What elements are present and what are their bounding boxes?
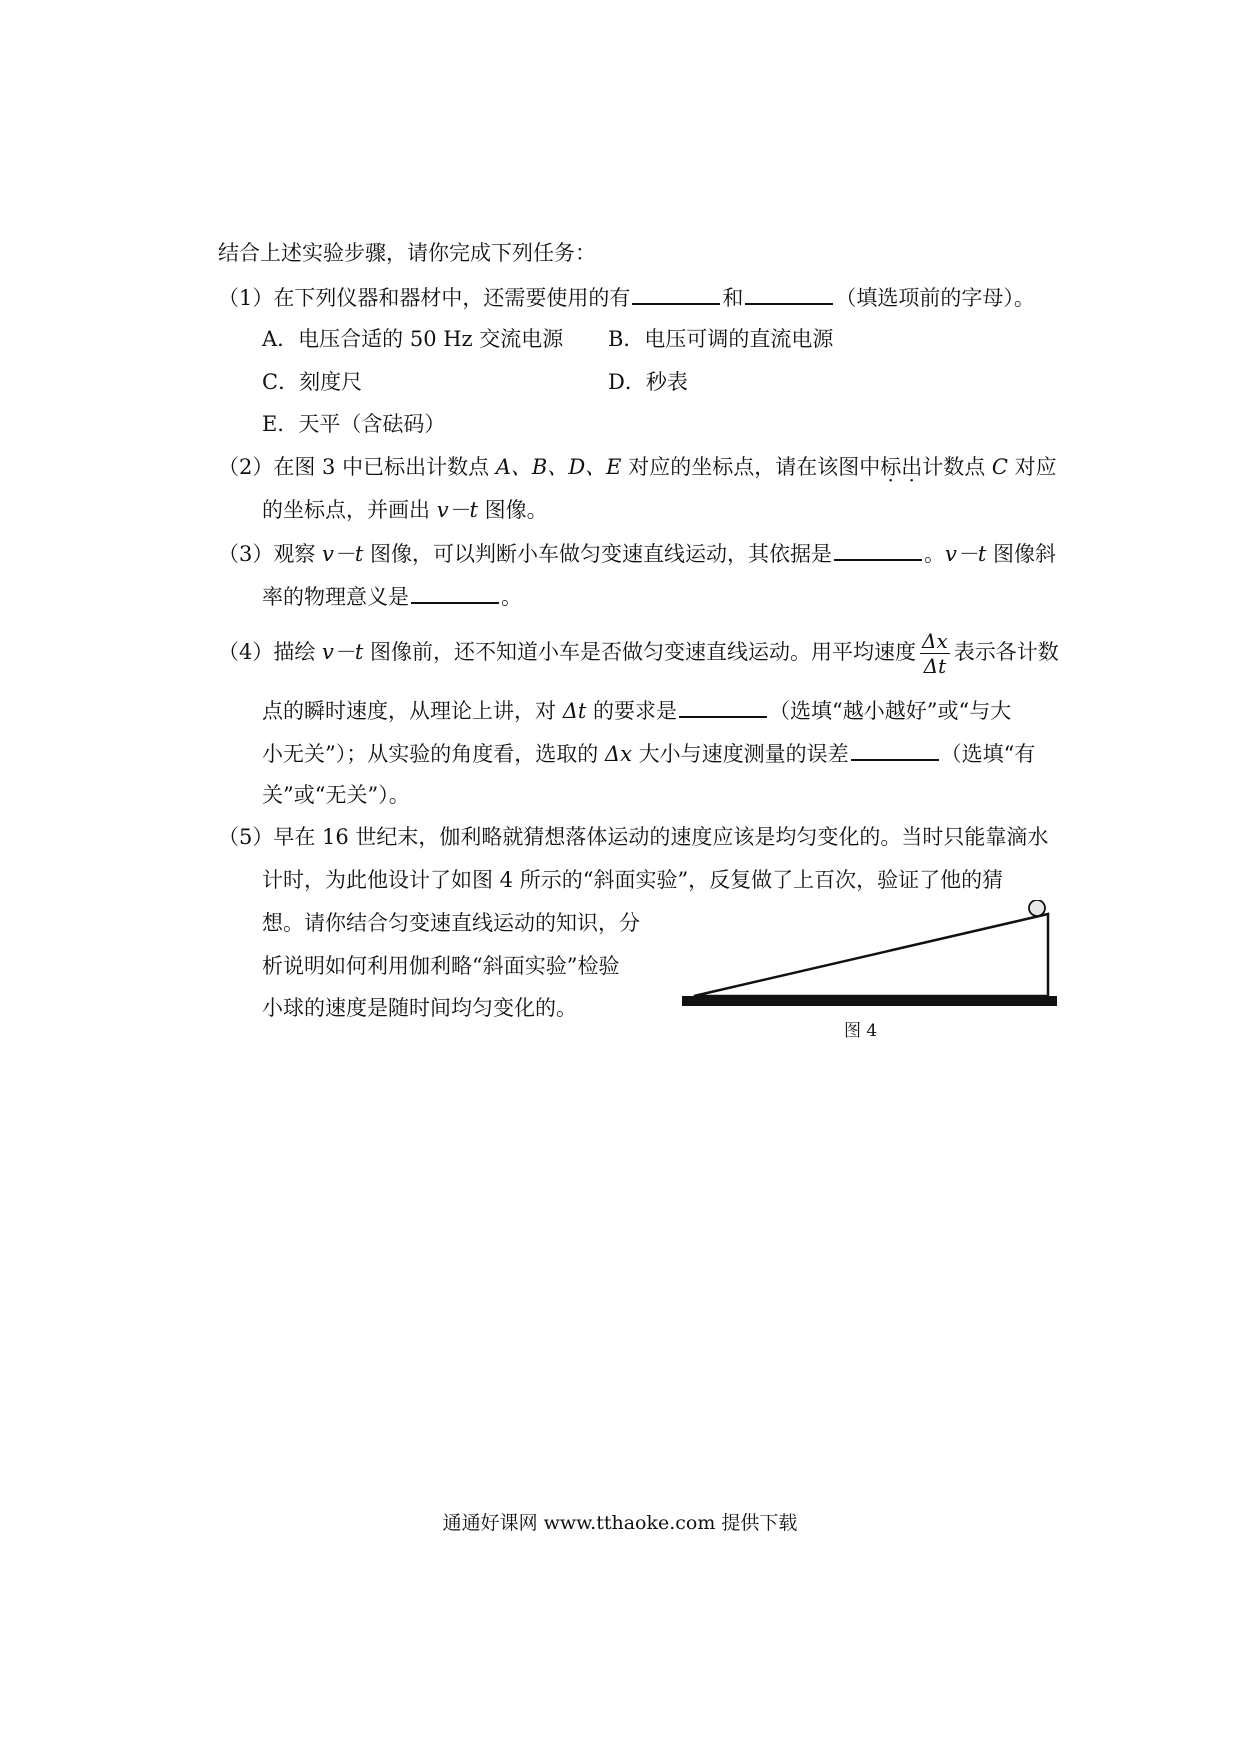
- q2-text-a: （2）在图 3 中已标出计数点: [218, 455, 496, 479]
- question-5-line-5: 小球的速度是随时间均匀变化的。: [262, 996, 577, 1020]
- q2-points: A、B、D、E: [495, 455, 622, 479]
- fraction-numerator: Δx: [922, 629, 948, 653]
- q4-text-e: 的要求是: [586, 699, 677, 723]
- q1-option-a: A．电压合适的 50 Hz 交流电源: [262, 327, 564, 351]
- q1-option-d: D．秒表: [608, 370, 688, 394]
- question-2-line-2: [262, 495, 548, 525]
- fraction-denominator: Δt: [923, 654, 947, 678]
- q3-vt-2: v－t: [945, 542, 987, 566]
- question-4-line-2: [262, 694, 1011, 726]
- q1-suffix: （填选项前的字母）。: [835, 286, 1035, 310]
- incline-ramp: [694, 914, 1048, 996]
- q3-vt-1: v－t: [322, 542, 364, 566]
- question-4-line-3: [262, 737, 1035, 769]
- ground-base: [682, 996, 1057, 1006]
- q4-text-f: （选填“越小越好”或“与大: [768, 699, 1012, 723]
- q3-text-c: 。: [924, 542, 946, 566]
- q2-text-e: 的坐标点，并画出: [262, 498, 437, 522]
- q2-vt: v－t: [436, 498, 478, 522]
- question-5-line-4: 析说明如何利用伽利略“斜面实验”检验: [262, 954, 620, 978]
- figure-caption: 图 4: [844, 1021, 878, 1041]
- q2-point-c: C: [991, 455, 1008, 479]
- q4-text-b: 图像前，还不知道小车是否做匀变速直线运动。用平均速度: [363, 640, 917, 664]
- q4-answer-blank-2[interactable]: [851, 737, 939, 761]
- q4-text-c: 表示各计数: [953, 640, 1059, 664]
- q2-text-c: 计数点: [922, 455, 992, 479]
- q3-text-e: 率的物理意义是: [262, 585, 409, 609]
- q4-text-i: （选填“有: [940, 742, 1036, 766]
- q1-answer-blank-1[interactable]: [632, 281, 720, 305]
- q3-text-f: 。: [501, 585, 522, 609]
- q4-vt: v－t: [322, 640, 364, 664]
- question-3-line-1: [218, 537, 1056, 569]
- q2-text-f: 图像。: [478, 498, 548, 522]
- q4-text-d: 点的瞬时速度，从理论上讲，对: [262, 699, 563, 723]
- question-4-line-4: 关”或“无关”）。: [262, 783, 410, 807]
- q1-option-b: B．电压可调的直流电源: [608, 327, 834, 351]
- q1-join: 和: [722, 286, 744, 310]
- q3-text-b: 图像，可以判断小车做匀变速直线运动，其依据是: [363, 542, 833, 566]
- q1-option-c: C．刻度尺: [262, 370, 363, 394]
- q2-emphasis-1: 标: [880, 455, 902, 479]
- question-4-line-1: [218, 622, 1059, 682]
- question-1: [218, 281, 1035, 313]
- inclined-plane-figure: [680, 900, 1060, 1010]
- q2-emphasis-2: 出: [901, 455, 923, 479]
- q2-text-d: 对应: [1007, 455, 1057, 479]
- q3-answer-blank-2[interactable]: [411, 580, 499, 604]
- question-5-line-1: （5）早在 16 世纪末，伽利略就猜想落体运动的速度应该是均匀变化的。当时只能靠滴水: [218, 825, 1049, 849]
- ball: [1029, 900, 1045, 916]
- q4-delta-t: Δt: [562, 699, 587, 723]
- q3-answer-blank-1[interactable]: [834, 537, 922, 561]
- q4-answer-blank-1[interactable]: [679, 694, 767, 718]
- q4-text-g: 小无关”）；从实验的角度看，选取的: [262, 742, 605, 766]
- q4-text-h: 大小与速度测量的误差: [631, 742, 849, 766]
- question-2-line-1: [218, 452, 1057, 482]
- q3-text-d: 图像斜: [986, 542, 1057, 566]
- footer-watermark: 通通好课网 www.tthaoke.com 提供下载: [442, 1512, 798, 1534]
- q2-text-b: 对应的坐标点，请在该图中: [621, 455, 881, 479]
- intro-text: 结合上述实验步骤，请你完成下列任务：: [218, 241, 596, 265]
- question-3-line-2: [262, 580, 522, 612]
- q1-prefix: （1）在下列仪器和器材中，还需要使用的有: [218, 286, 631, 310]
- q4-text-a: （4）描绘: [218, 640, 323, 664]
- q3-text-a: （3）观察: [218, 542, 323, 566]
- q1-option-e: E．天平（含砝码）: [262, 412, 446, 436]
- average-velocity-fraction: [920, 629, 950, 678]
- q1-answer-blank-2[interactable]: [745, 281, 833, 305]
- q4-delta-x: Δx: [604, 742, 632, 766]
- question-5-line-3: 想。请你结合匀变速直线运动的知识，分: [262, 911, 640, 935]
- question-5-line-2: 计时，为此他设计了如图 4 所示的“斜面实验”，反复做了上百次，验证了他的猜: [262, 868, 1004, 892]
